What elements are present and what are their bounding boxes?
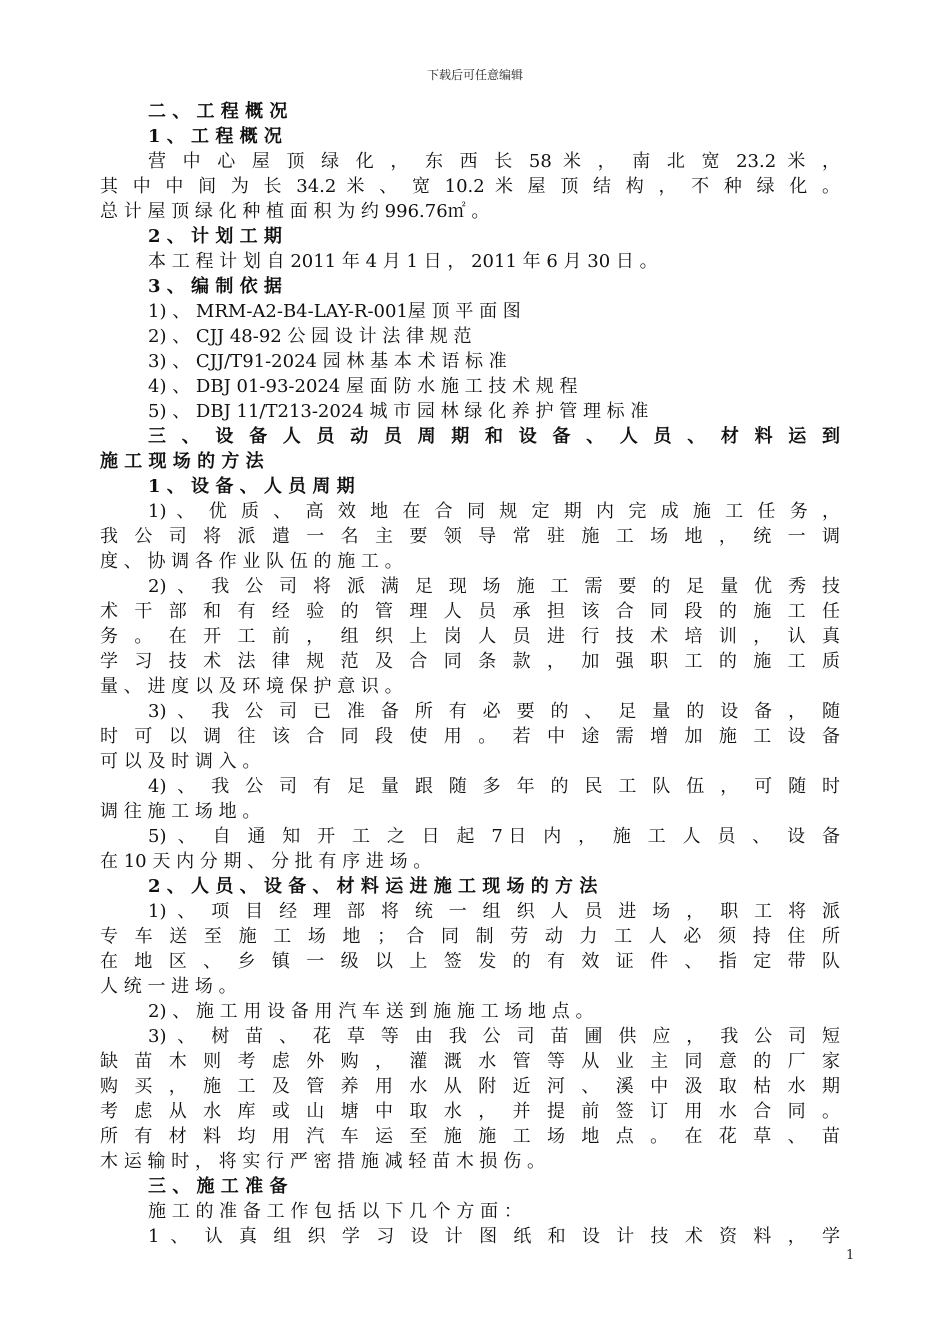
text-line: 3) 、 CJJ/T91-2024 园 林 基 本 术 语 标 准 [148,351,507,372]
text-line: 2) 、 我 公 司 将 派 满 足 现 场 施 工 需 要 的 足 量 优 秀 技 [148,576,840,597]
text-line: 施 工 的 准 备 工 作 包 括 以 下 几 个 方 面 ： [148,1201,522,1222]
text-line: 购 买 ， 施 工 及 管 养 用 水 从 附 近 河 、 溪 中 汲 取 枯 水 期 [100,1076,840,1097]
section-heading: 1 、 工 程 概 况 [148,126,282,147]
page-number: 1 [846,1248,855,1263]
section-heading: 2 、 计 划 工 期 [148,226,282,247]
text-line: 1 、 认 真 组 织 学 习 设 计 图 纸 和 设 计 技 术 资 料 ， 学 [148,1226,840,1247]
page-header: 下载后可任意编辑 [426,68,523,82]
text-line: 务 。 在 开 工 前 ， 组 织 上 岗 人 员 进 行 技 术 培 训 ， 认 真 [100,626,840,647]
text-line: 术 干 部 和 有 经 验 的 管 理 人 员 承 担 该 合 同 段 的 施 工 任 [100,601,840,622]
text-line: 4) 、 DBJ 01-93-2024 屋 面 防 水 施 工 技 术 规 程 [148,376,578,397]
text-line: 专 车 送 至 施 工 场 地 ； 合 同 制 劳 动 力 工 人 必 须 持 住 所 [100,926,840,947]
text-line: 本 工 程 计 划 自 2011 年 4 月 1 日 ， 2011 年 6 月 30 日 。 [148,251,658,272]
section-heading: 3 、 编 制 依 据 [148,276,282,297]
section-heading: 2 、 人 员 、 设 备 、 材 料 运 进 施 工 现 场 的 方 法 [148,876,598,897]
section-heading: 二 、 工 程 概 况 [148,101,288,122]
text-line: 1) 、 项 目 经 理 部 将 统 一 组 织 人 员 进 场 ， 职 工 将 派 [148,901,840,922]
text-line: 学 习 技 术 法 律 规 范 及 合 同 条 款 ， 加 强 职 工 的 施 工 质 [100,651,840,672]
text-line: 4) 、 我 公 司 有 足 量 跟 随 多 年 的 民 工 队 伍 ， 可 随 时 [148,776,840,797]
text-line: 时 可 以 调 往 该 合 同 段 使 用 。 若 中 途 需 增 加 施 工 设 备 [100,726,840,747]
text-line: 3) 、 树 苗 、 花 草 等 由 我 公 司 苗 圃 供 应 ， 我 公 司 短 [148,1026,840,1047]
text-line: 度 、 协 调 各 作 业 队 伍 的 施 工 。 [100,551,403,572]
text-line: 营 中 心 屋 顶 绿 化 ， 东 西 长 58 米 ， 南 北 宽 23.2 米 ， [148,151,840,172]
text-line: 2) 、 CJJ 48-92 公 园 设 计 法 律 规 范 [148,326,472,347]
text-line: 考 虑 从 水 库 或 山 塘 中 取 水 ， 并 提 前 签 订 用 水 合 同 。 [100,1101,840,1122]
text-line: 5) 、 自 通 知 开 工 之 日 起 7日 内 ， 施 工 人 员 、 设 备 [148,826,840,847]
text-line: 调 往 施 工 场 地 。 [100,801,261,822]
text-line: 木 运 输 时 ， 将 实 行 严 密 措 施 减 轻 苗 木 损 伤 。 [100,1151,545,1172]
text-line: 其 中 中 间 为 长 34.2 米 、 宽 10.2 米 屋 顶 结 构 ， 不 种 绿 化 。 [100,176,840,197]
text-line: 我 公 司 将 派 遣 一 名 主 要 领 导 常 驻 施 工 场 地 ， 统 一 调 [100,526,840,547]
text-line: 总 计 屋 顶 绿 化 种 植 面 积 为 约 996.76㎡ 。 [100,201,490,222]
text-line: 1) 、 MRM-A2-B4-LAY-R-001屋 顶 平 面 图 [148,301,521,322]
text-line: 可 以 及 时 调 入 。 [100,751,261,772]
text-line: 量 、 进 度 以 及 环 境 保 护 意 识 。 [100,676,403,697]
section-heading: 三 、 设 备 人 员 动 员 周 期 和 设 备 、 人 员 、 材 料 运 到 [148,426,840,447]
section-heading: 三 、 施 工 准 备 [148,1176,288,1197]
text-line: 2) 、 施 工 用 设 备 用 汽 车 送 到 施 施 工 场 地 点 。 [148,1001,594,1022]
text-line: 所 有 材 料 均 用 汽 车 运 至 施 施 工 场 地 点 。 在 花 草 、 苗 [100,1126,840,1147]
text-line: 在 地 区 、 乡 镇 一 级 以 上 签 发 的 有 效 证 件 、 指 定 带 队 [100,951,840,972]
text-line: 5) 、 DBJ 11/T213-2024 城 市 园 林 绿 化 养 护 管 理 标 准 [148,401,649,422]
text-line: 缺 苗 木 则 考 虑 外 购 ， 灌 溉 水 管 等 从 业 主 同 意 的 厂 家 [100,1051,840,1072]
section-heading: 1 、 设 备 、 人 员 周 期 [148,476,355,497]
text-line: 1) 、 优 质 、 高 效 地 在 合 同 规 定 期 内 完 成 施 工 任 务 ， [148,501,840,522]
text-line: 在 10 天 内 分 期 、 分 批 有 序 进 场 。 [100,851,432,872]
text-line: 人 统 一 进 场 。 [100,976,237,997]
text-line: 3) 、 我 公 司 已 准 备 所 有 必 要 的 、 足 量 的 设 备 ， 随 [148,701,840,722]
section-heading: 施 工 现 场 的 方 法 [100,451,264,472]
document-body [100,99,840,1249]
